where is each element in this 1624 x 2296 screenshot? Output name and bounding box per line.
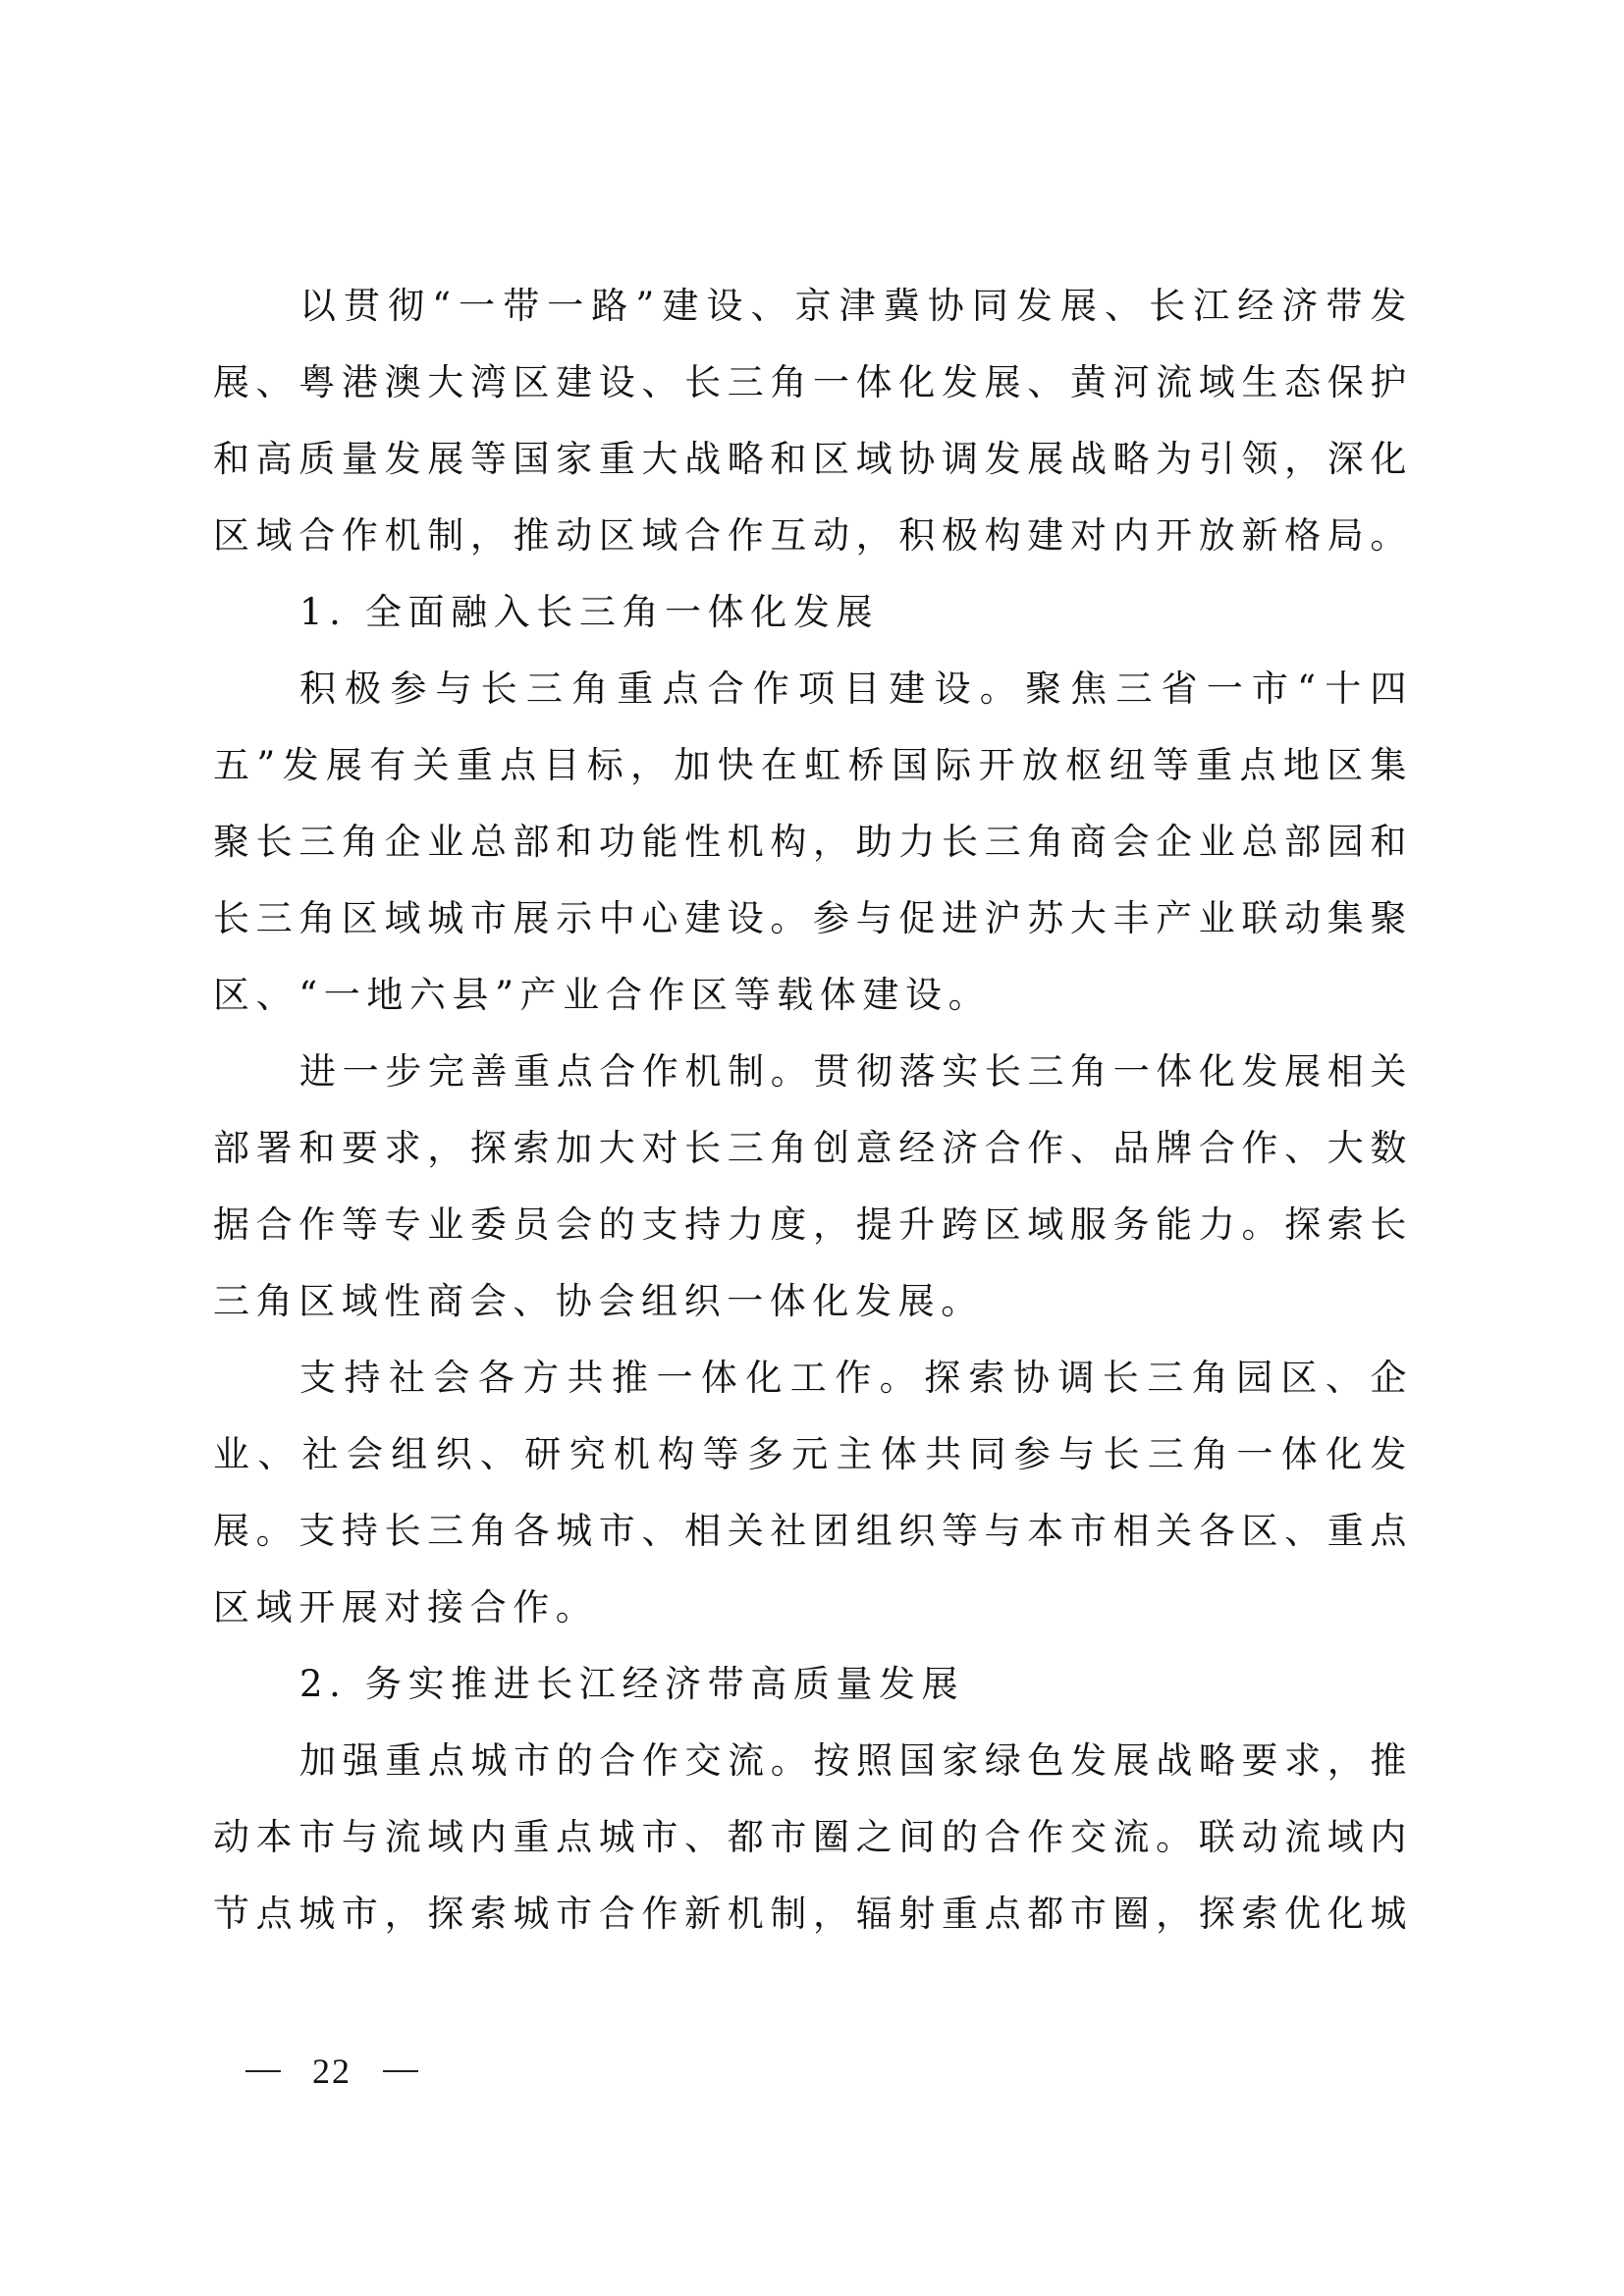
heading-text: 2. 务实推进长江经济带高质量发展: [299, 1663, 965, 1705]
heading-text: 1. 全面融入长三角一体化发展: [299, 591, 880, 633]
text-line: 区域合作机制，推动区域合作互动，积极构建对内开放新格局。: [213, 514, 1413, 557]
body-paragraph: [213, 1034, 1413, 1340]
text-line: 展、粤港澳大湾区建设、长三角一体化发展、黄河流域生态保护: [213, 361, 1413, 403]
text-line: 区域开展对接合作。: [213, 1586, 599, 1629]
text-line: 部署和要求，探索加大对长三角创意经济合作、品牌合作、大数: [213, 1127, 1413, 1169]
section-heading: [213, 574, 1413, 651]
text-line: 业、社会组织、研究机构等多元主体共同参与长三角一体化发: [213, 1433, 1413, 1475]
text-line: 五”发展有关重点目标，加快在虹桥国际开放枢纽等重点地区集: [213, 744, 1413, 786]
text-line: 支持社会各方共推一体化工作。探索协调长三角园区、企: [299, 1357, 1413, 1399]
page-number-dash-right: [383, 2070, 418, 2072]
text-line: 进一步完善重点合作机制。贯彻落实长三角一体化发展相关: [299, 1050, 1413, 1093]
document-page: [213, 268, 1413, 1952]
text-line: 以贯彻“一带一路”建设、京津冀协同发展、长江经济带发: [299, 285, 1413, 327]
text-line: 积极参与长三角重点合作项目建设。聚焦三省一市“十四: [299, 667, 1413, 710]
text-line: 据合作等专业委员会的支持力度，提升跨区域服务能力。探索长: [213, 1203, 1413, 1246]
text-line: 动本市与流域内重点城市、都市圈之间的合作交流。联动流域内: [213, 1816, 1413, 1858]
page-number: [245, 2050, 418, 2093]
text-line: 节点城市，探索城市合作新机制，辐射重点都市圈，探索优化城: [213, 1893, 1413, 1935]
page-number-value: 22: [312, 2052, 352, 2091]
body-paragraph: [213, 1723, 1413, 1952]
body-paragraph: [213, 1340, 1413, 1646]
text-line: 展。支持长三角各城市、相关社团组织等与本市相关各区、重点: [213, 1510, 1413, 1552]
text-line: 长三角区域城市展示中心建设。参与促进沪苏大丰产业联动集聚: [213, 897, 1413, 939]
page-number-dash-left: [245, 2070, 281, 2072]
text-line: 聚长三角企业总部和功能性机构，助力长三角商会企业总部园和: [213, 821, 1413, 863]
body-paragraph: [213, 651, 1413, 1034]
text-line: 和高质量发展等国家重大战略和区域协调发展战略为引领，深化: [213, 438, 1413, 480]
text-line: 加强重点城市的合作交流。按照国家绿色发展战略要求，推: [299, 1739, 1413, 1782]
text-line: 三角区域性商会、协会组织一体化发展。: [213, 1280, 984, 1322]
text-line: 区、“一地六县”产业合作区等载体建设。: [213, 974, 992, 1016]
body-paragraph: [213, 268, 1413, 574]
section-heading: [213, 1646, 1413, 1723]
